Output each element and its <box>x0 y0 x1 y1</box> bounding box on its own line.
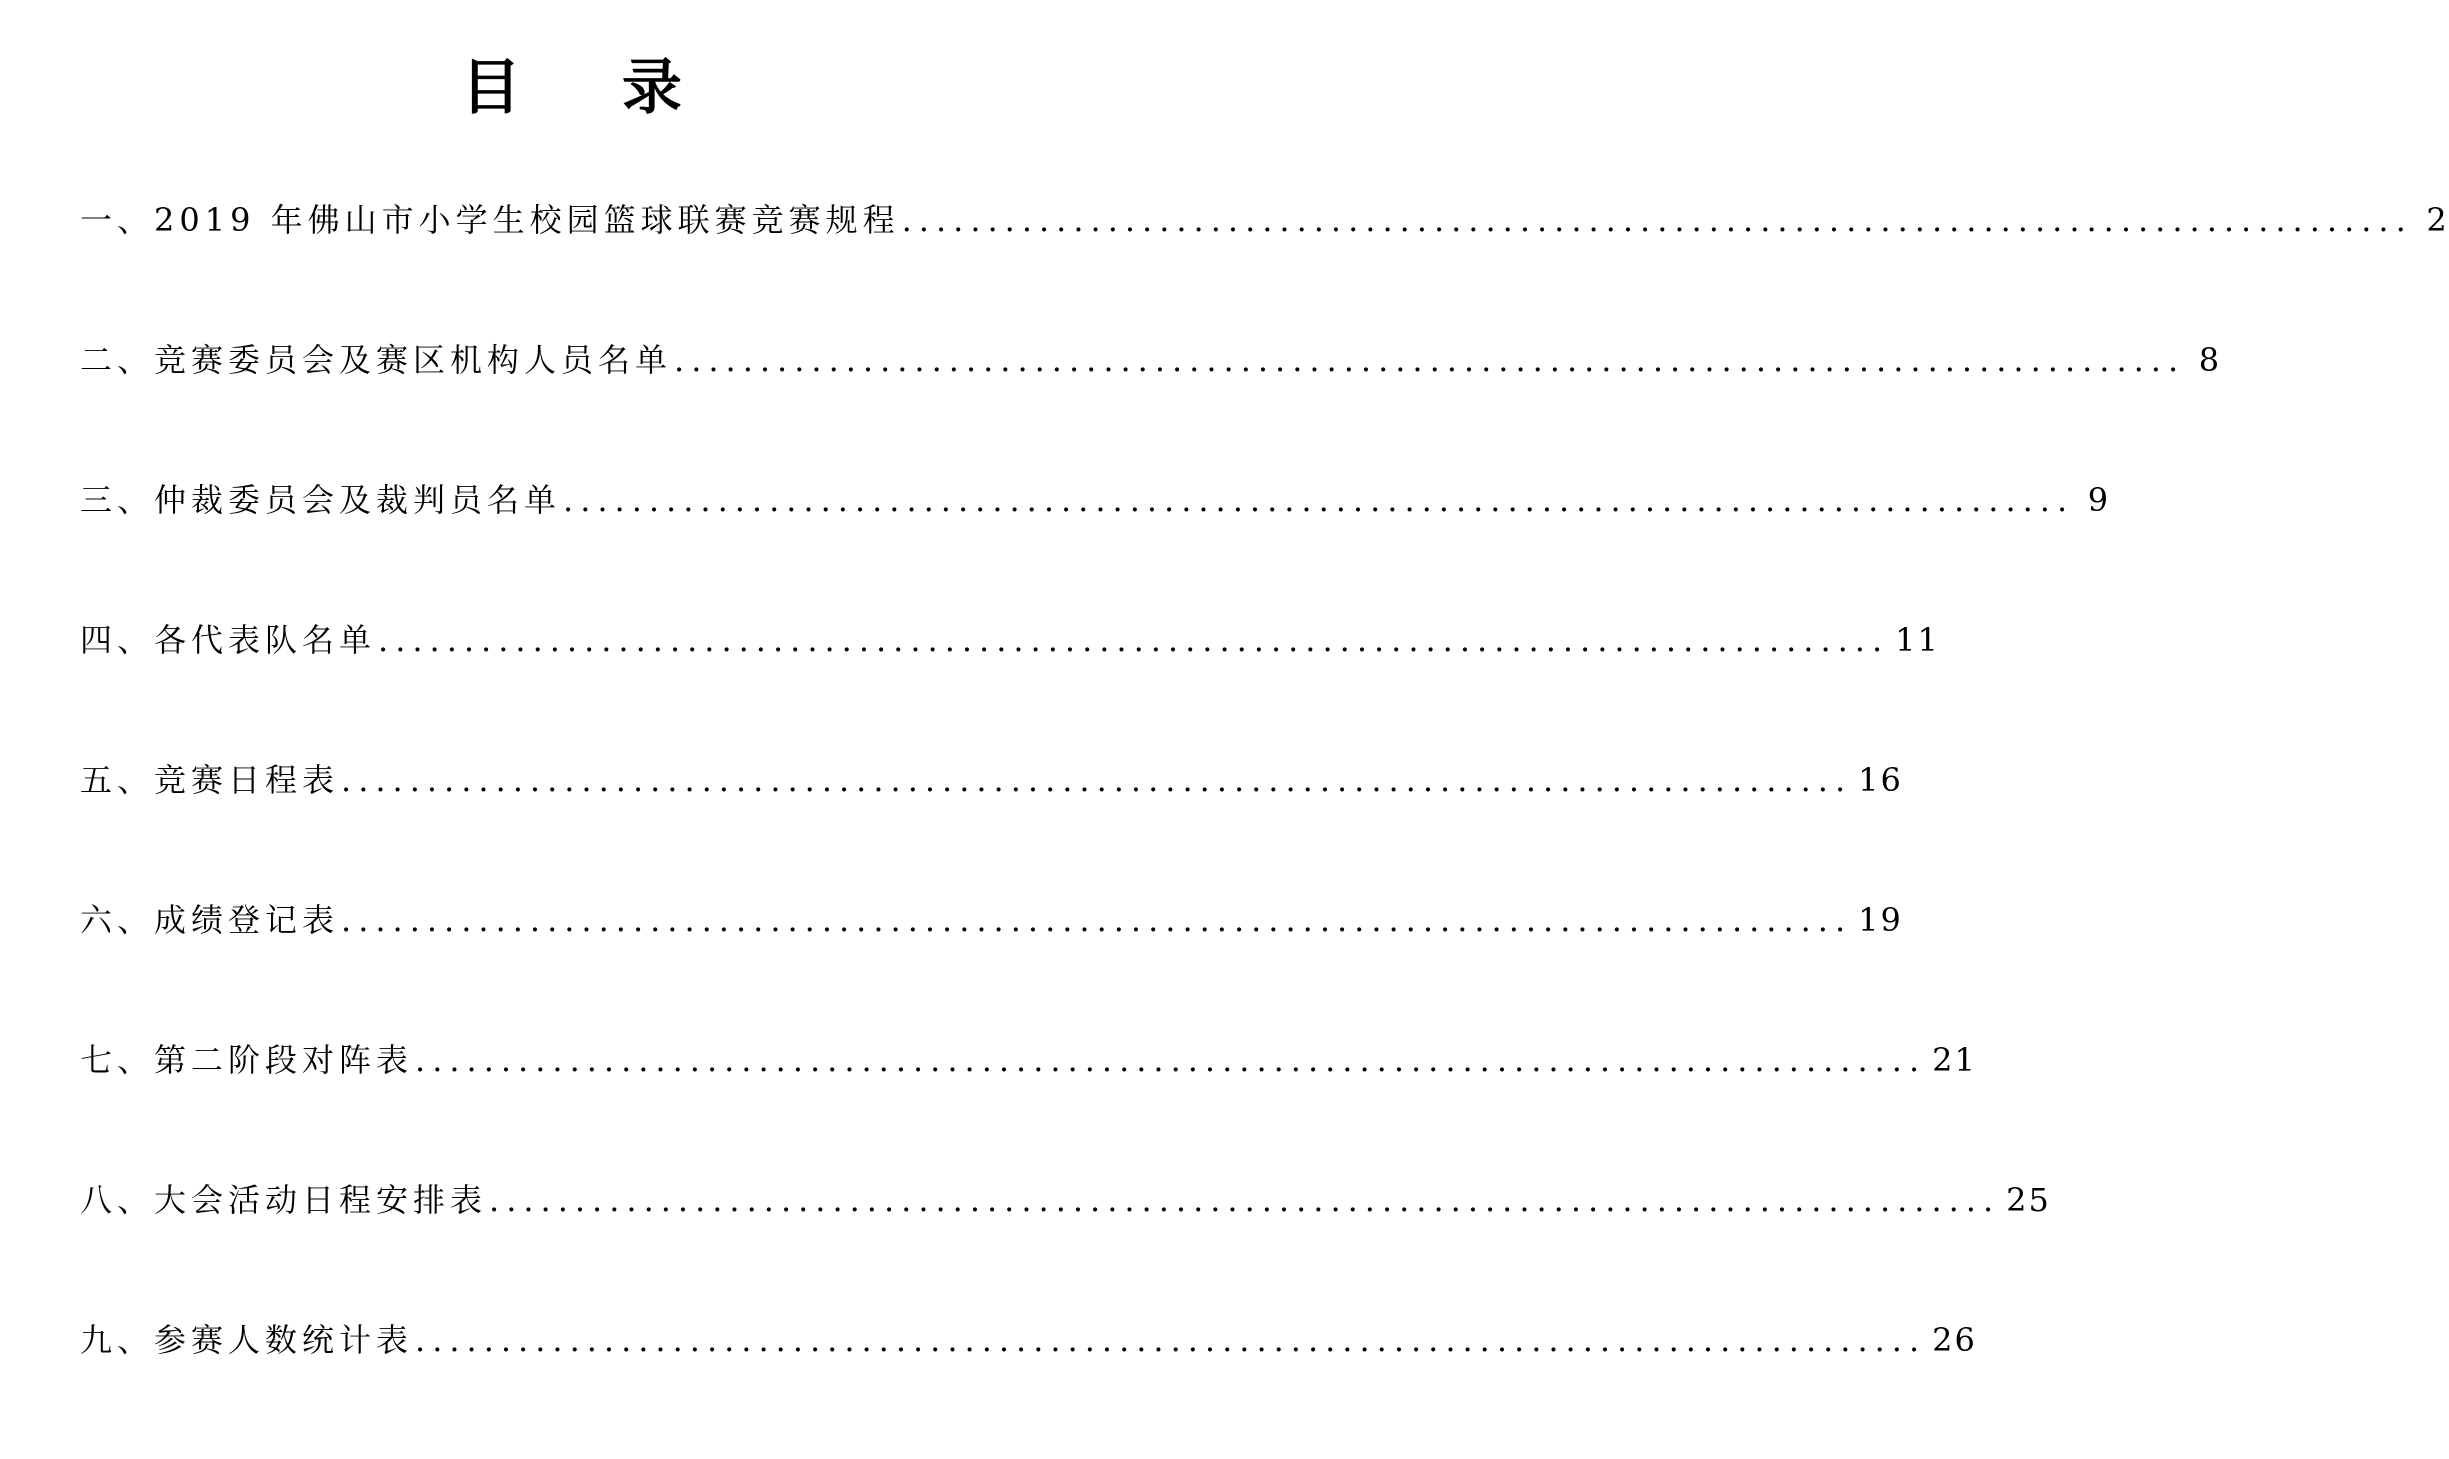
toc-leader-dots: ........................................................................................ <box>378 621 1890 659</box>
toc-entry-label: 七、第二阶段对阵表 <box>80 1041 414 1079</box>
toc-entry-label: 八、大会活动日程安排表 <box>80 1181 488 1219</box>
table-of-contents <box>80 190 2449 1450</box>
toc-entry[interactable] <box>80 750 1903 890</box>
toc-entry-page: 16 <box>1858 761 1903 799</box>
toc-entry-page: 2 <box>2426 201 2449 239</box>
toc-entry[interactable] <box>80 330 2222 470</box>
toc-entry-label: 一、2019 年佛山市小学生校园篮球联赛竞赛规程 <box>80 201 900 239</box>
toc-entry-label: 九、参赛人数统计表 <box>80 1321 414 1359</box>
toc-entry[interactable] <box>80 470 2111 610</box>
page-title: 目 录 <box>461 53 722 123</box>
toc-entry-page: 9 <box>2087 481 2111 519</box>
toc-entry-label: 四、各代表队名单 <box>80 621 377 659</box>
toc-entry-page: 8 <box>2198 341 2222 379</box>
toc-entry-page: 25 <box>2006 1181 2051 1219</box>
toc-entry[interactable] <box>80 1310 1977 1450</box>
toc-entry[interactable] <box>80 890 1903 1030</box>
toc-leader-dots: ........................................................................................ <box>489 1181 2001 1219</box>
toc-leader-dots: ........................................................................................ <box>415 1321 1927 1359</box>
toc-entry-page: 11 <box>1895 621 1940 659</box>
toc-entry-label: 五、竞赛日程表 <box>80 761 340 799</box>
toc-leader-dots: ........................................................................................ <box>341 901 1853 939</box>
toc-leader-dots: ........................................................................................ <box>563 481 2075 519</box>
toc-leader-dots: ........................................................................................ <box>674 341 2186 379</box>
toc-entry-label: 三、仲裁委员会及裁判员名单 <box>80 481 562 519</box>
toc-entry-page: 21 <box>1932 1041 1977 1079</box>
toc-entry[interactable] <box>80 190 2449 330</box>
toc-entry[interactable] <box>80 1170 2051 1310</box>
toc-entry[interactable] <box>80 610 1940 750</box>
toc-leader-dots: ........................................................................................ <box>415 1041 1927 1079</box>
toc-leader-dots: ........................................................................................ <box>341 761 1853 799</box>
toc-entry-label: 六、成绩登记表 <box>80 901 340 939</box>
toc-leader-dots: ........................................................................................ <box>901 201 2413 239</box>
toc-entry-label: 二、竞赛委员会及赛区机构人员名单 <box>80 341 673 379</box>
toc-entry-page: 19 <box>1858 901 1903 939</box>
toc-entry-page: 26 <box>1932 1321 1977 1359</box>
toc-entry[interactable] <box>80 1030 1977 1170</box>
